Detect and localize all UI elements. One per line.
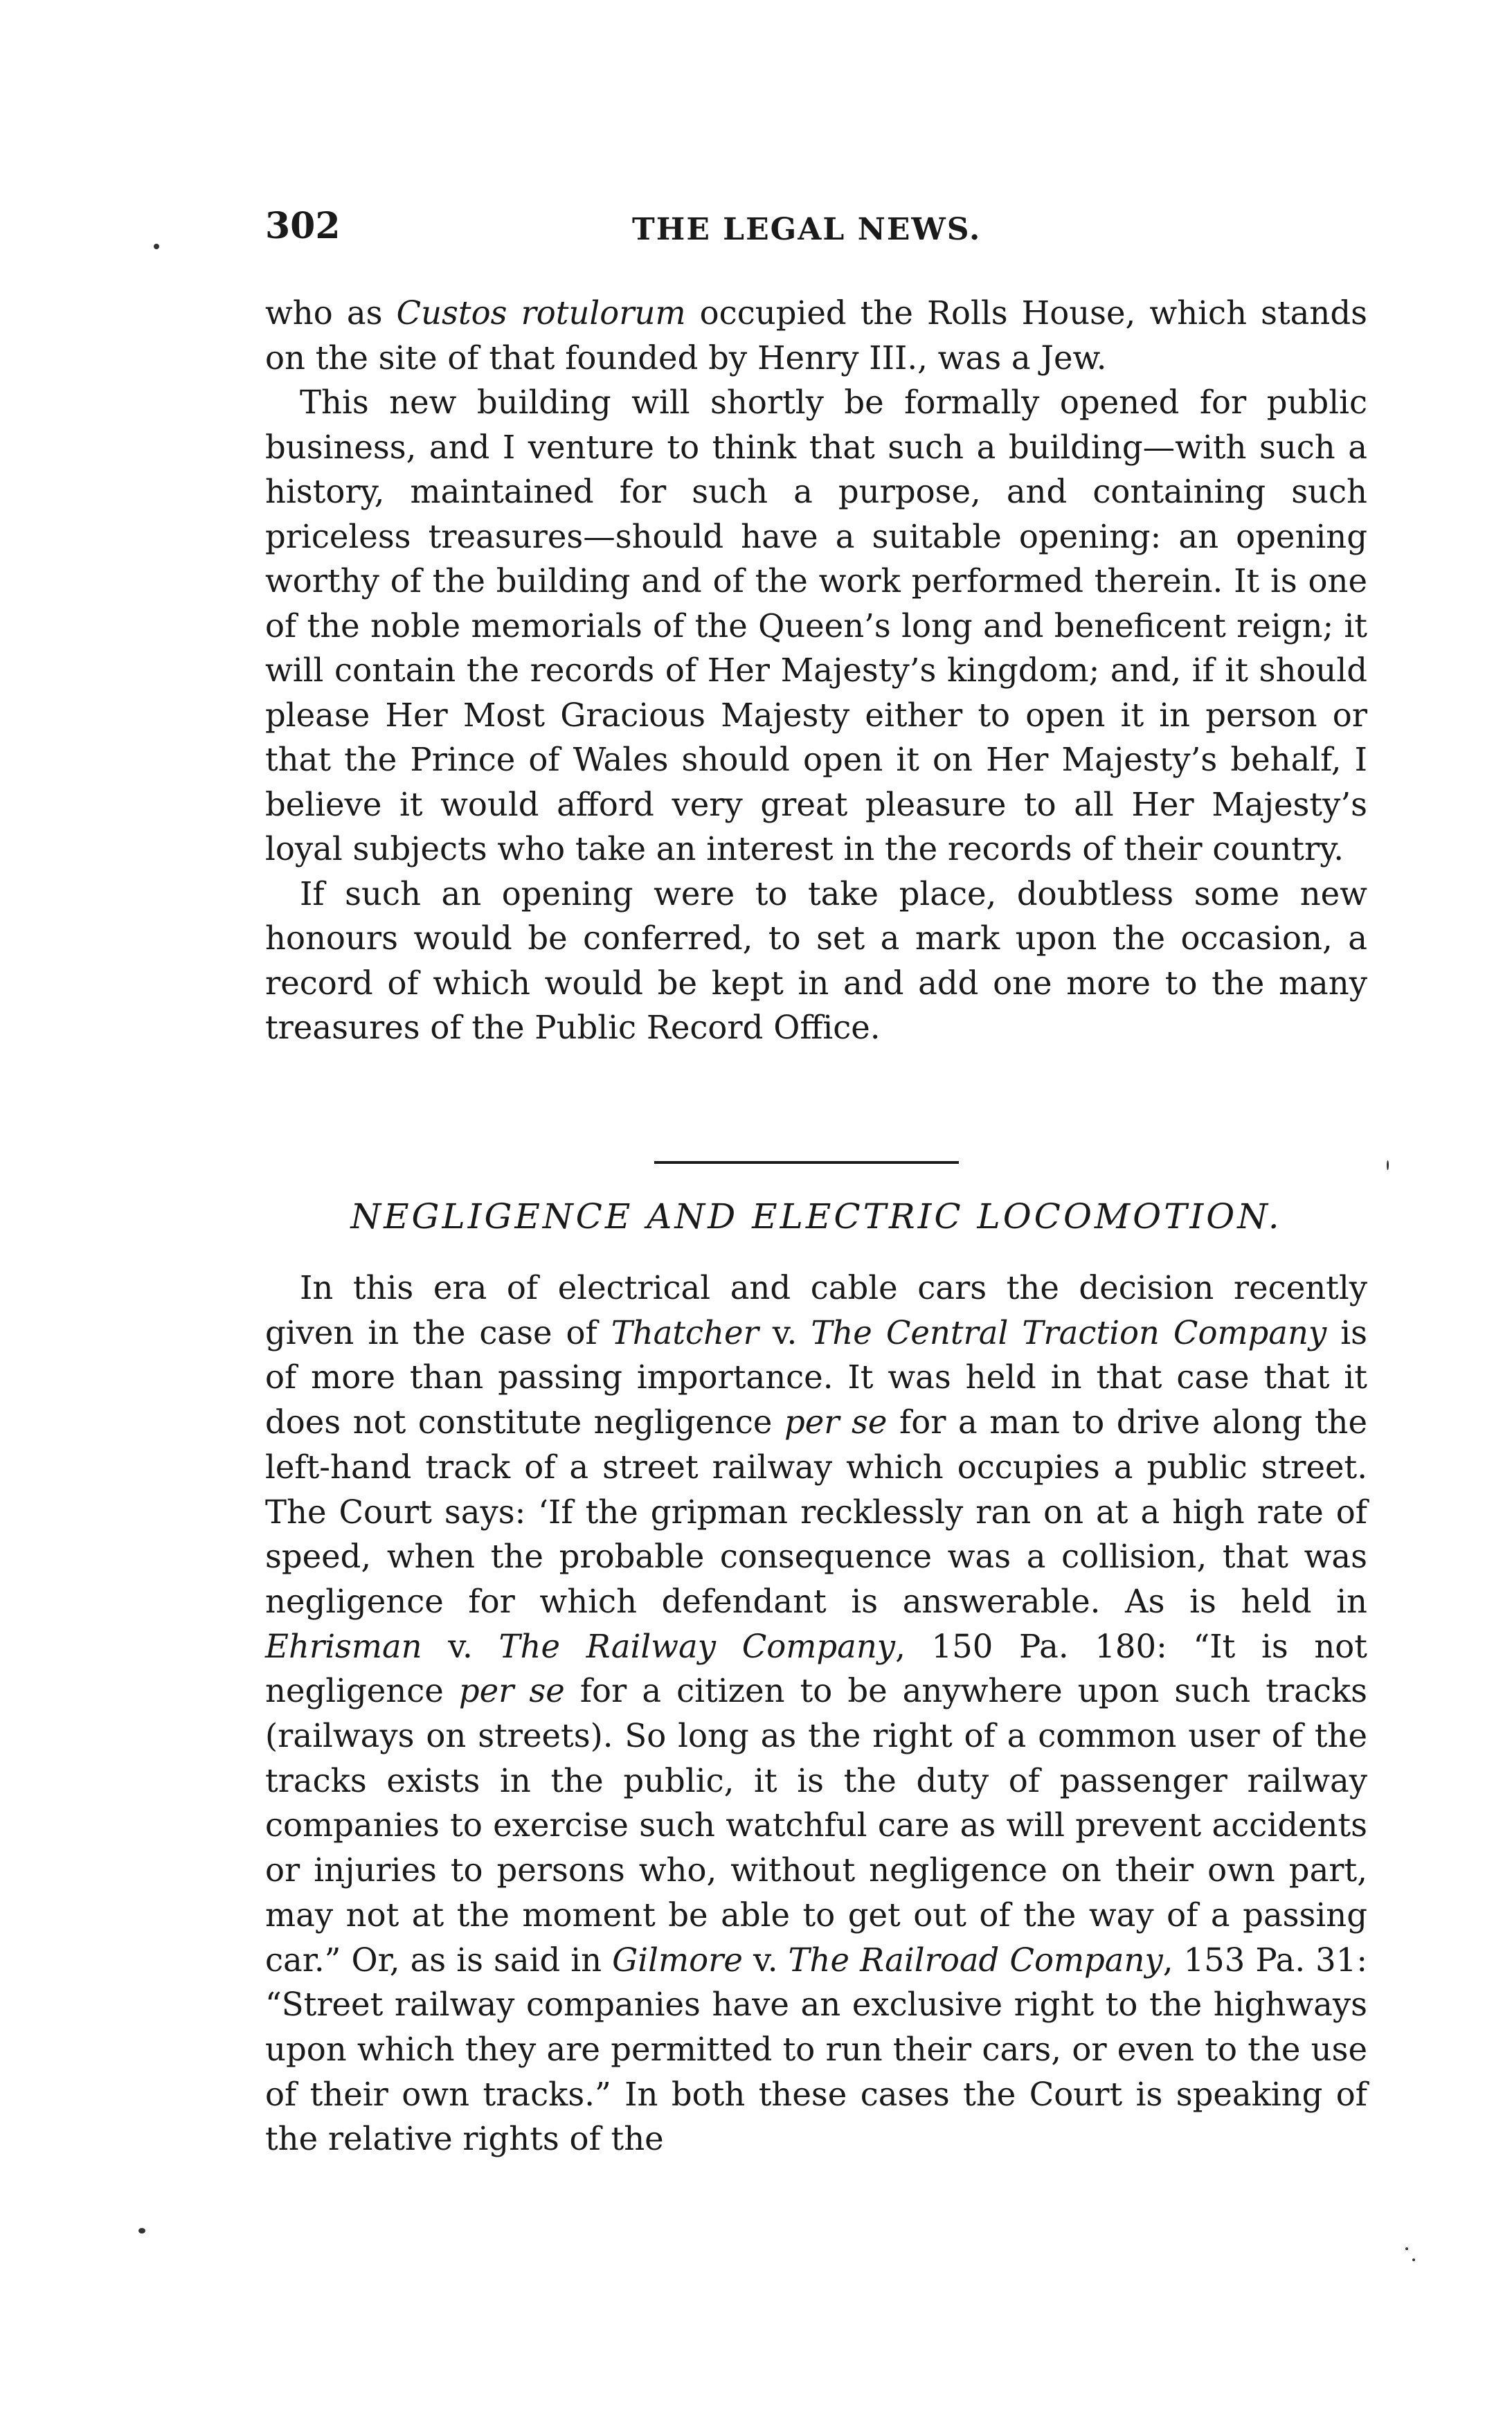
intro-paragraph-2: This new building will shortly be formally opened for public business, and I venture to think that such a building—with such a history, maintained for such a purpose, and containing such priceless treasures—should have a suitable opening: an opening worthy of the building and of the work performed therein. It is one of the noble memorials of the Queen’s long and beneficent reign; it will contain the records of Her Majesty’s kingdom; and, if it should please Her Most Gracious Majesty either to open it in person or that the Prince of Wales should open it on Her Majesty’s behalf, I believe it would afford very great pleasure to all Her Majesty’s loyal subjects who take an interest in the records of their country. [265, 384, 1367, 868]
intro-paragraph-3: If such an opening were to take place, doubtless some new honours would be conferred, to set a mark upon the occasion, a record of which would be kept in and add one more to the many treasures of the Public Record Office. [265, 874, 1367, 1046]
section-title: NEGLIGENCE AND ELECTRIC LOCOMOTION. [350, 1196, 1282, 1237]
text-fragment: for a man to drive along the left-hand track of a street railway which occupies a public street. The Court says: ‘If the gripman recklessly ran on at a high rate of speed, when the probable consequence was a collision, that was negligence for which defendant is answerable. As is held in [265, 1403, 1367, 1620]
text-fragment: , 153 Pa. 31: “Street railway companies have an exclusive right to the highways upon which they are permitted to run their cars, or even to the use of their own tracks.” In both these cases the Court is speaking of the relative rights of the [265, 1941, 1367, 2158]
case-name: The Central Traction Company [811, 1313, 1327, 1351]
text-fragment: is of more than passing importance. It was held in that case that it does not constitute negligence [265, 1313, 1367, 1441]
intro-text-fragment: occupied the Rolls House, which stands on the site of that founded by Henry III., was a Jew. [265, 294, 1367, 377]
text-fragment: , 150 Pa. 180: “It is not negligence [265, 1627, 1367, 1710]
page-header [265, 205, 1366, 260]
page-number: 302 [265, 205, 341, 247]
scan-speck [138, 2228, 145, 2234]
case-name: The Railroad Company [788, 1941, 1163, 1979]
case-name: Gilmore [612, 1941, 743, 1979]
latin-phrase: Custos rotulorum [396, 294, 686, 332]
section-body [265, 1266, 1367, 2162]
text-fragment: v. [758, 1313, 811, 1351]
case-name: Thatcher [611, 1313, 759, 1351]
intro-text [265, 291, 1367, 1050]
text-fragment: v. [422, 1627, 499, 1665]
latin-phrase: per se [784, 1403, 888, 1441]
text-fragment: v. [742, 1941, 789, 1979]
scan-speck [154, 244, 159, 249]
section-divider [654, 1161, 959, 1164]
running-head: THE LEGAL NEWS. [632, 212, 982, 247]
case-name: The Railway Company [498, 1627, 896, 1665]
intro-paragraph-1 [265, 291, 1367, 380]
scan-speck [1387, 1160, 1389, 1170]
case-name: Ehrisman [265, 1627, 422, 1665]
text-fragment: for a citizen to be anywhere upon such tracks (railways on streets). So long as the right of a common user of the tracks exists in the public, it is the duty of passenger railway companies to exercise such watchful care as will prevent accidents or injuries to persons who, without negligence on their own part, may not at the moment be able to get out of the way of a passing car.” Or, as is said in [265, 1672, 1367, 1979]
section-paragraph [265, 1266, 1367, 2162]
intro-text-fragment: who as [265, 294, 397, 332]
latin-phrase: per se [458, 1672, 565, 1710]
text-fragment: In this era of electrical and cable cars the decision recently given in the case of [265, 1269, 1367, 1351]
scan-speck [1412, 2258, 1415, 2261]
scan-speck [1405, 2247, 1408, 2250]
